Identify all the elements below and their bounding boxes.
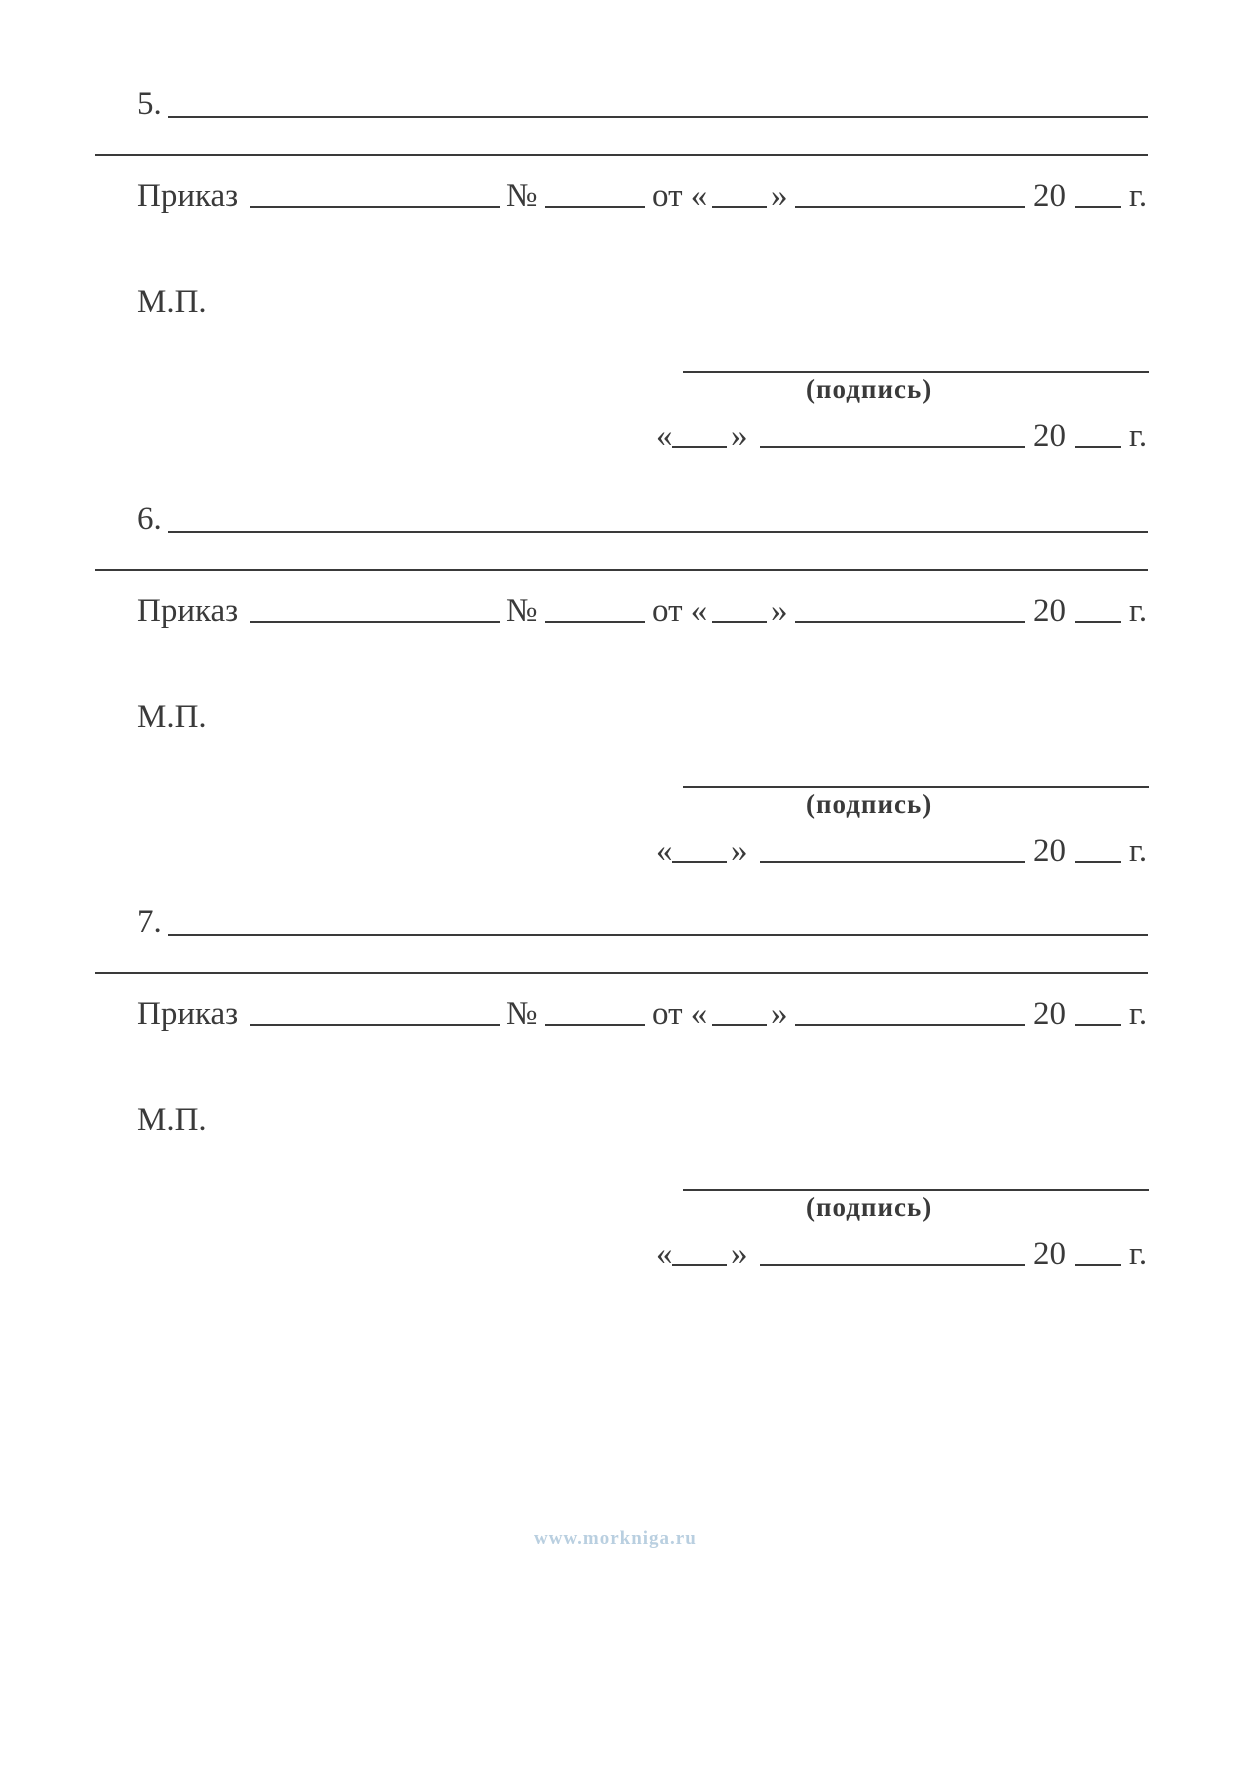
signature-caption: (подпись) xyxy=(806,789,933,819)
year-prefix: 20 xyxy=(1033,593,1066,629)
item-continuation-line[interactable] xyxy=(95,154,1148,156)
item-number: 6. xyxy=(137,501,162,537)
order-number-line[interactable] xyxy=(545,1024,645,1026)
mp-label: М.П. xyxy=(137,284,207,320)
year-suffix: г. xyxy=(1129,178,1148,214)
section-6 xyxy=(0,415,1250,869)
item-title-line[interactable] xyxy=(168,116,1148,118)
prikaz-field-line[interactable] xyxy=(250,621,500,623)
item-title-line[interactable] xyxy=(168,934,1148,936)
sig-year-prefix: 20 xyxy=(1033,833,1066,869)
order-number-line[interactable] xyxy=(545,621,645,623)
ot-label: от « xyxy=(652,996,708,1032)
number-sign: № xyxy=(506,593,538,629)
item-number: 5. xyxy=(137,86,162,122)
item-continuation-line[interactable] xyxy=(95,972,1148,974)
year-prefix: 20 xyxy=(1033,996,1066,1032)
ot-label: от « xyxy=(652,178,708,214)
month-line[interactable] xyxy=(795,1024,1025,1026)
close-quote: » xyxy=(771,178,788,214)
ot-label: от « xyxy=(652,593,708,629)
number-sign: № xyxy=(506,996,538,1032)
sig-year-line[interactable] xyxy=(1075,1264,1121,1266)
month-line[interactable] xyxy=(795,621,1025,623)
section-7 xyxy=(0,818,1250,1272)
sig-open-quote: « xyxy=(656,418,673,454)
item-number: 7. xyxy=(137,904,162,940)
sig-month-line[interactable] xyxy=(760,1264,1025,1266)
sig-close-quote: » xyxy=(731,418,748,454)
order-number-line[interactable] xyxy=(545,206,645,208)
prikaz-field-line[interactable] xyxy=(250,206,500,208)
month-line[interactable] xyxy=(795,206,1025,208)
watermark-text: www.morkniga.ru xyxy=(534,1528,697,1549)
prikaz-label: Приказ xyxy=(137,593,239,629)
signature-line[interactable] xyxy=(683,786,1149,788)
item-title-line[interactable] xyxy=(168,531,1148,533)
year-prefix: 20 xyxy=(1033,178,1066,214)
prikaz-label: Приказ xyxy=(137,996,239,1032)
mp-label: М.П. xyxy=(137,699,207,735)
year-line[interactable] xyxy=(1075,621,1121,623)
sig-year-suffix: г. xyxy=(1129,418,1148,454)
year-line[interactable] xyxy=(1075,1024,1121,1026)
sig-year-suffix: г. xyxy=(1129,1236,1148,1272)
sig-open-quote: « xyxy=(656,833,673,869)
sig-year-prefix: 20 xyxy=(1033,1236,1066,1272)
day-line[interactable] xyxy=(712,621,767,623)
section-5 xyxy=(0,0,1250,454)
signature-line[interactable] xyxy=(683,371,1149,373)
year-line[interactable] xyxy=(1075,206,1121,208)
number-sign: № xyxy=(506,178,538,214)
signature-line[interactable] xyxy=(683,1189,1149,1191)
sig-close-quote: » xyxy=(731,1236,748,1272)
prikaz-field-line[interactable] xyxy=(250,1024,500,1026)
prikaz-label: Приказ xyxy=(137,178,239,214)
day-line[interactable] xyxy=(712,1024,767,1026)
sig-year-suffix: г. xyxy=(1129,833,1148,869)
close-quote: » xyxy=(771,593,788,629)
day-line[interactable] xyxy=(712,206,767,208)
sig-open-quote: « xyxy=(656,1236,673,1272)
item-continuation-line[interactable] xyxy=(95,569,1148,571)
sig-year-prefix: 20 xyxy=(1033,418,1066,454)
sig-close-quote: » xyxy=(731,833,748,869)
year-suffix: г. xyxy=(1129,996,1148,1032)
close-quote: » xyxy=(771,996,788,1032)
mp-label: М.П. xyxy=(137,1102,207,1138)
sig-day-line[interactable] xyxy=(672,1264,727,1266)
year-suffix: г. xyxy=(1129,593,1148,629)
signature-caption: (подпись) xyxy=(806,1192,933,1222)
signature-caption: (подпись) xyxy=(806,374,933,404)
